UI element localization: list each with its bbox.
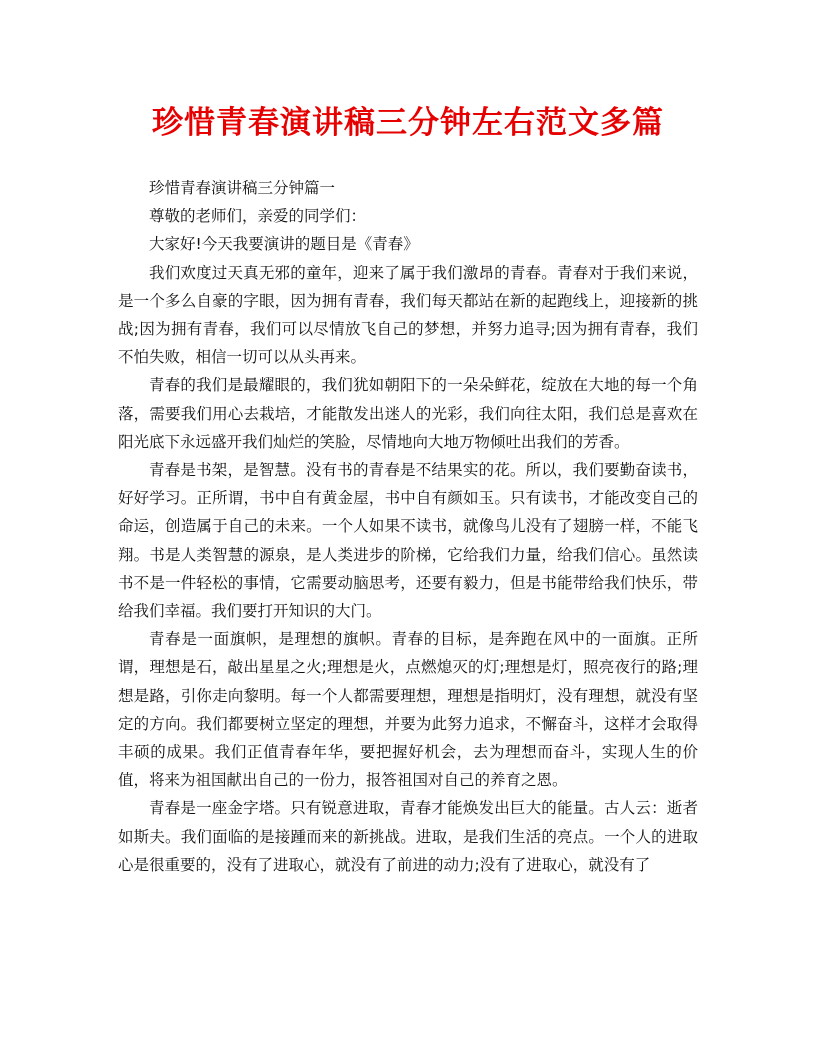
document-body — [118, 174, 698, 879]
document-title: 珍惜青春演讲稿三分钟左右范文多篇 — [152, 105, 664, 141]
section-heading: 珍惜青春演讲稿三分钟篇一 — [149, 179, 336, 197]
paragraph: 青春的我们是最耀眼的，我们犹如朝阳下的一朵朵鲜花，绽放在大地的每一个角落，需要我们用心去栽培，才能散发出迷人的光彩，我们向往太阳，我们总是喜欢在阳光底下永远盛开我们灿烂的笑脸，尽情地向大地万物倾吐出我们的芳香。 — [118, 376, 698, 451]
paragraph: 青春是书架，是智慧。没有书的青春是不结果实的花。所以，我们要勤奋读书，好好学习。正所谓，书中自有黄金屋，书中自有颜如玉。只有读书，才能改变自己的命运，创造属于自己的未来。一个人如果不读书，就像鸟儿没有了翅膀一样，不能飞翔。书是人类智慧的源泉，是人类进步的阶梯，它给我们力量，给我们信心。虽然读书不是一件轻松的事情，它需要动脑思考，还要有毅力，但是书能带给我们快乐，带给我们幸福。我们要打开知识的大门。 — [118, 461, 698, 621]
salutation: 尊敬的老师们，亲爱的同学们： — [149, 207, 367, 226]
greeting: 大家好!今天我要演讲的题目是《青春》 — [149, 235, 419, 254]
paragraph: 青春是一座金字塔。只有锐意进取，青春才能焕发出巨大的能量。古人云：逝者如斯夫。我们面临的是接踵而来的新挑战。进取，是我们生活的亮点。一个人的进取心是很重要的，没有了进取心，就没有了前进的动力;没有了进取心，就没有了 — [118, 799, 698, 874]
paragraph: 我们欢度过天真无邪的童年，迎来了属于我们激昂的青春。青春对于我们来说，是一个多么自豪的字眼，因为拥有青春，我们每天都站在新的起跑线上，迎接新的挑战;因为拥有青春，我们可以尽情放飞自己的梦想，并努力追寻;因为拥有青春，我们不怕失败，相信一切可以从头再来。 — [118, 263, 698, 367]
paragraph: 青春是一面旗帜，是理想的旗帜。青春的目标，是奔跑在风中的一面旗。正所谓，理想是石，敲出星星之火;理想是火，点燃熄灭的灯;理想是灯，照亮夜行的路;理想是路，引你走向黎明。每一个人都需要理想，理想是指明灯，没有理想，就没有坚定的方向。我们都要树立坚定的理想，并要为此努力追求，不懈奋斗，这样才会取得丰硕的成果。我们正值青春年华，要把握好机会，去为理想而奋斗，实现人生的价值，将来为祖国献出自己的一份力，报答祖国对自己的养育之恩。 — [118, 630, 698, 790]
